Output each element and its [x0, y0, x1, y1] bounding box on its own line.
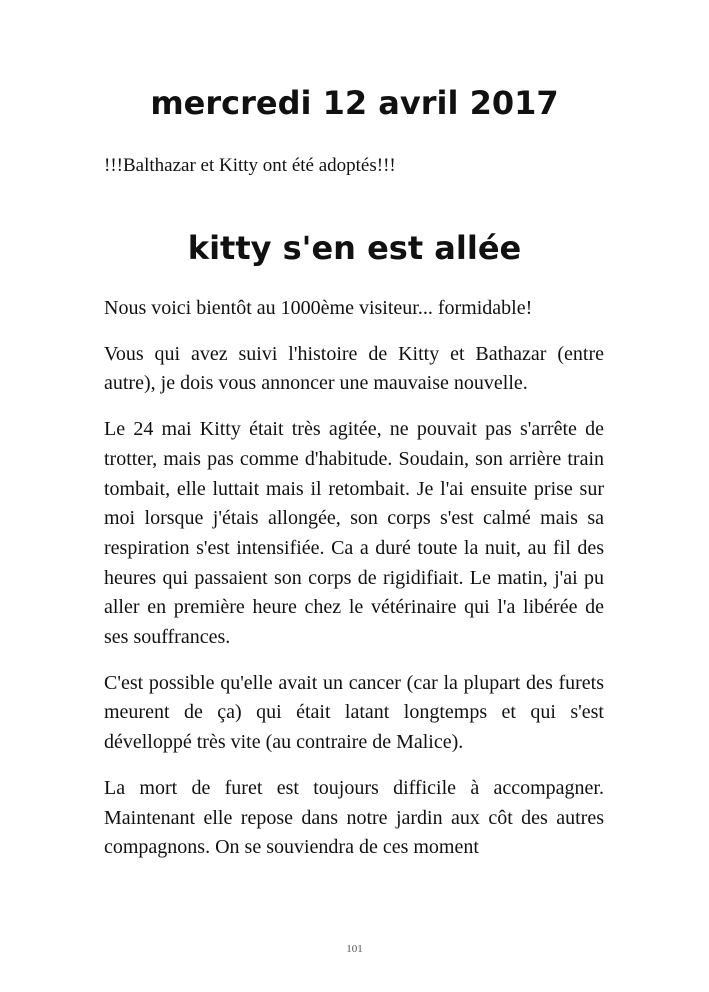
post-title: kitty s'en est allée	[187, 229, 522, 267]
paragraph-event-account: Le 24 mai Kitty était très agitée, ne pouvait pas s'arrête de trotter, mais pas comme d'habitude. Soudain, son arrière train tombait, elle luttait mais il retombait. Je l'ai ensuite prise sur moi lorsque j'étais allongée, son corps s'est calmé mais sa respiration s'est intensifiée. Ca a duré toute la nuit, au fil des heures qui passaient son corps de rigidifiait. Le matin, j'ai pu aller en première heure chez le vétérinaire qui l'a libérée de ses souffrances.	[104, 418, 604, 649]
paragraph-burial: La mort de furet est toujours difficile à accompagner. Maintenant elle repose dans notre jardin aux côt des autres compagnons. On se souviendra de ces moment	[104, 776, 604, 859]
page-number: 101	[346, 943, 363, 955]
post-date-heading: mercredi 12 avril 2017	[150, 84, 559, 122]
paragraph-visitor-count: Nous voici bientôt au 1000ème visiteur... formidable!	[104, 297, 533, 319]
paragraph-announcement: Vous qui avez suivi l'histoire de Kitty et Bathazar (entre autre), je dois vous annoncer une mauvaise nouvelle.	[104, 342, 604, 395]
post-body	[104, 294, 604, 879]
paragraph-cancer-hypothesis: C'est possible qu'elle avait un cancer (car la plupart des furets meurent de ça) qui était latant longtemps et qui s'est dévelloppé très vite (au contraire de Malice).	[104, 671, 604, 754]
adoption-notice: !!!Balthazar et Kitty ont été adoptés!!!	[104, 155, 396, 176]
